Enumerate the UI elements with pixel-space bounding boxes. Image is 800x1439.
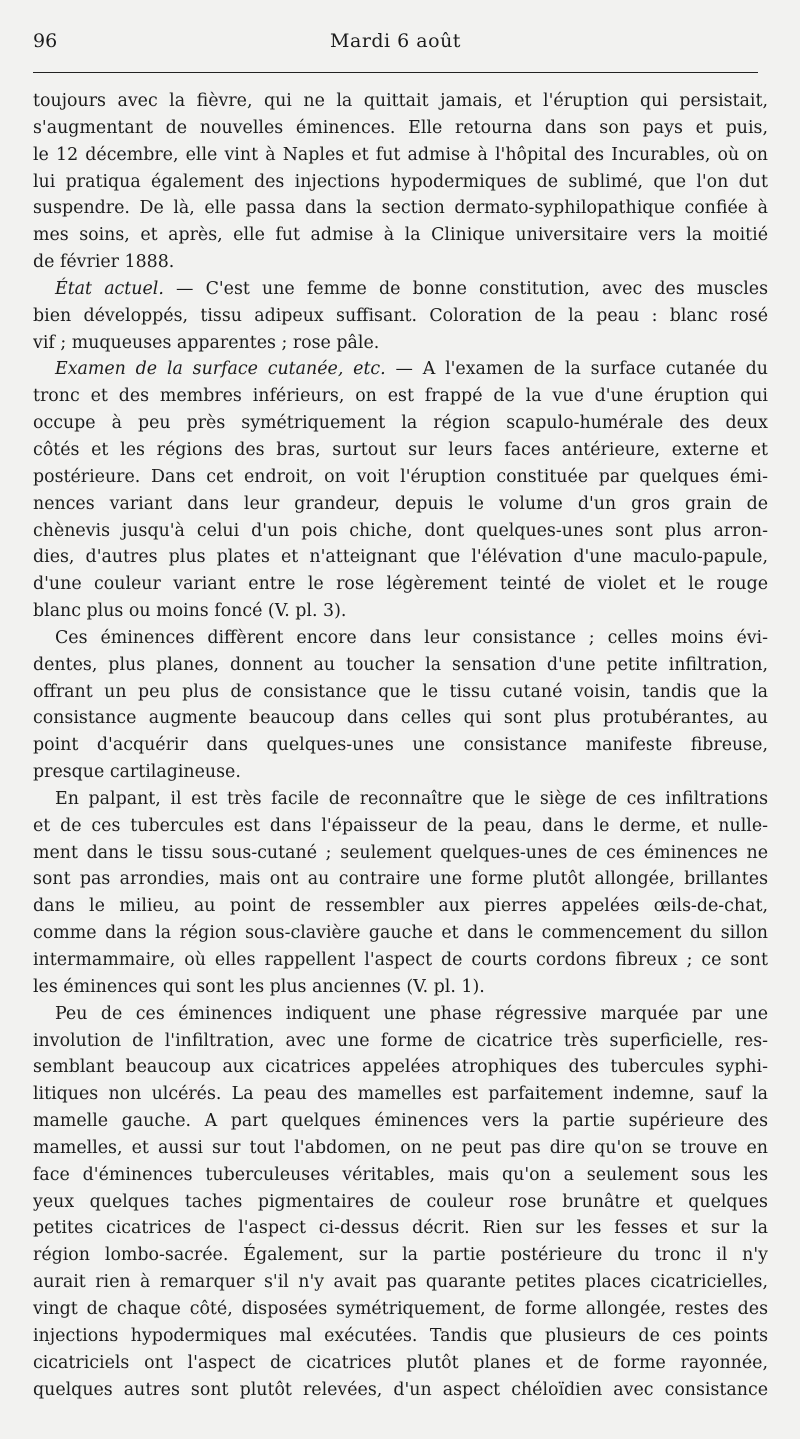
line-text: dentes, plus planes, donnent au toucher la sensation d'une petite infiltration, — [33, 654, 768, 675]
line-text: mamelles, et aussi sur tout l'abdomen, on ne peut pas dire qu'on se trouve en — [33, 1137, 768, 1158]
line-text: face d'éminences tuberculeuses véritables, mais qu'on a seulement sous les — [33, 1164, 768, 1185]
line-text: sont pas arrondies, mais ont au contraire une forme plutôt allongée, brillantes — [33, 869, 768, 890]
text-line — [33, 1028, 768, 1055]
page-number: 96 — [33, 30, 58, 52]
line-text: occupe à peu près symétriquement la région scapulo-humérale des deux — [33, 413, 768, 434]
line-text: blanc plus ou moins foncé (V. pl. 3). — [33, 601, 347, 622]
line-text: yeux quelques taches pigmentaires de couleur rose brunâtre et quelques — [33, 1191, 768, 1212]
text-line — [33, 1001, 768, 1028]
italic-heading: État actuel. — [55, 278, 164, 299]
text-line — [33, 1323, 768, 1350]
header-rule — [33, 72, 758, 73]
text-line — [33, 1377, 768, 1404]
line-text: région lombo-sacrée. Également, sur la partie postérieure du tronc il n'y — [33, 1245, 768, 1266]
line-text: d'une couleur variant entre le rose légèrement teinté de violet et le rouge — [33, 574, 768, 595]
line-text: nences variant dans leur grandeur, depuis le volume d'un gros grain de — [33, 493, 768, 514]
text-line — [33, 679, 768, 706]
text-line — [33, 652, 768, 679]
line-text: suspendre. De là, elle passa dans la section dermato-syphilopathique confiée à — [33, 198, 768, 219]
text-line — [33, 1242, 768, 1269]
body-text — [33, 88, 768, 1403]
text-line — [33, 974, 768, 1001]
text-line — [33, 169, 768, 196]
line-text: postérieure. Dans cet endroit, on voit l'éruption constituée par quelques émi- — [33, 466, 768, 487]
text-line — [33, 115, 768, 142]
text-line — [33, 732, 768, 759]
line-text: point d'acquérir dans quelques-unes une consistance manifeste fibreuse, — [33, 735, 768, 756]
line-text: comme dans la région sous-clavière gauche et dans le commencement du sillon — [33, 923, 768, 944]
text-line — [33, 330, 768, 357]
text-line — [33, 625, 768, 652]
line-text: les éminences qui sont les plus anciennes (V. pl. 1). — [33, 976, 485, 997]
text-line — [33, 1215, 768, 1242]
line-text: lui pratiqua également des injections hypodermiques de sublimé, que l'on dut — [33, 171, 768, 192]
text-line — [33, 142, 768, 169]
line-text: litiques non ulcérés. La peau des mamelles est parfaitement indemne, sauf la — [33, 1084, 768, 1105]
line-text: semblant beaucoup aux cicatrices appelées atrophiques des tubercules syphi- — [33, 1057, 768, 1078]
text-line — [33, 1108, 768, 1135]
text-line — [33, 437, 768, 464]
text-line — [33, 410, 768, 437]
line-text: mes soins, et après, elle fut admise à la Clinique universitaire vers la moitié — [33, 225, 768, 246]
line-text: toujours avec la fièvre, qui ne la quittait jamais, et l'éruption qui persistait, — [33, 91, 768, 111]
line-text: En palpant, il est très facile de reconnaître que le siège de ces infiltrations — [55, 788, 768, 809]
line-text: vingt de chaque côté, disposées symétriquement, de forme allongée, restes des — [33, 1298, 768, 1319]
line-text: petites cicatrices de l'aspect ci-dessus décrit. Rien sur les fesses et sur la — [33, 1218, 768, 1239]
text-line — [33, 222, 768, 249]
text-line — [33, 195, 768, 222]
line-text: et de ces tubercules est dans l'épaisseur de la peau, dans le derme, et nulle- — [33, 815, 768, 836]
text-line — [33, 1054, 768, 1081]
text-line — [33, 893, 768, 920]
line-text: tronc et des membres inférieurs, on est frappé de la vue d'une éruption qui — [33, 386, 768, 407]
line-text: mamelle gauche. A part quelques éminences vers la partie supérieure des — [33, 1111, 768, 1132]
line-text: vif ; muqueuses apparentes ; rose pâle. — [33, 332, 380, 353]
text-line — [33, 571, 768, 598]
text-line — [33, 1135, 768, 1162]
line-text: s'augmentant de nouvelles éminences. Elle retourna dans son pays et puis, — [33, 117, 768, 138]
line-text: consistance augmente beaucoup dans celles qui sont plus protubérantes, au — [33, 708, 768, 729]
text-line — [33, 276, 768, 303]
line-text: de février 1888. — [33, 252, 175, 273]
text-line — [33, 464, 768, 491]
line-text: ment dans le tissu sous-cutané ; seulement quelques-unes de ces éminences ne — [33, 842, 768, 863]
running-head: Mardi 6 août — [330, 30, 461, 52]
line-text: aurait rien à remarquer s'il n'y avait pas quarante petites places cicatricielles, — [33, 1272, 768, 1293]
text-line — [33, 491, 768, 518]
text-line — [33, 705, 768, 732]
line-text: — A l'examen de la surface cutanée du — [385, 359, 768, 380]
italic-heading: Examen de la surface cutanée, etc. — [55, 359, 386, 380]
text-line — [33, 840, 768, 867]
text-line — [33, 383, 768, 410]
line-text: cicatriciels ont l'aspect de cicatrices plutôt planes et de forme rayonnée, — [33, 1352, 768, 1373]
text-line — [33, 88, 768, 115]
text-line — [33, 813, 768, 840]
text-line — [33, 356, 768, 383]
text-line — [33, 759, 768, 786]
line-text: Peu de ces éminences indiquent une phase régressive marquée par une — [55, 1003, 768, 1024]
line-text: injections hypodermiques mal exécutées. Tandis que plusieurs de ces points — [33, 1325, 768, 1346]
page-header — [33, 30, 758, 58]
line-text: quelques autres sont plutôt relevées, d'un aspect chéloïdien avec consistance — [33, 1379, 768, 1400]
line-text: dans le milieu, au point de ressembler aux pierres appelées œils-de-chat, — [33, 896, 768, 917]
line-text: côtés et les régions des bras, surtout sur leurs faces antérieure, externe et — [33, 439, 768, 460]
line-text: involution de l'infiltration, avec une forme de cicatrice très superficielle, res- — [33, 1030, 768, 1051]
line-text: le 12 décembre, elle vint à Naples et fut admise à l'hôpital des Incurables, où on — [33, 144, 768, 165]
text-line — [33, 866, 768, 893]
text-line — [33, 1162, 768, 1189]
text-line — [33, 249, 768, 276]
text-line — [33, 598, 768, 625]
line-text: dies, d'autres plus plates et n'atteignant que l'élévation d'une maculo-papule, — [33, 547, 768, 568]
text-line — [33, 786, 768, 813]
text-line — [33, 1189, 768, 1216]
line-text: Ces éminences diffèrent encore dans leur consistance ; celles moins évi- — [55, 627, 768, 648]
text-line — [33, 544, 768, 571]
line-text: offrant un peu plus de consistance que le tissu cutané voisin, tandis que la — [33, 681, 768, 702]
text-line — [33, 1296, 768, 1323]
text-line — [33, 1350, 768, 1377]
text-line — [33, 303, 768, 330]
text-line — [33, 1269, 768, 1296]
line-text: chènevis jusqu'à celui d'un pois chiche, dont quelques-unes sont plus arron- — [33, 520, 768, 541]
text-line — [33, 518, 768, 545]
text-line — [33, 1081, 768, 1108]
text-line — [33, 947, 768, 974]
line-text: intermammaire, où elles rappellent l'aspect de courts cordons fibreux ; ce sont — [33, 950, 768, 970]
line-text: — C'est une femme de bonne constitution, avec des muscles — [163, 278, 768, 299]
line-text: presque cartilagineuse. — [33, 762, 241, 783]
line-text: bien développés, tissu adipeux suffisant. Coloration de la peau : blanc rosé — [33, 305, 768, 326]
text-line — [33, 920, 768, 947]
